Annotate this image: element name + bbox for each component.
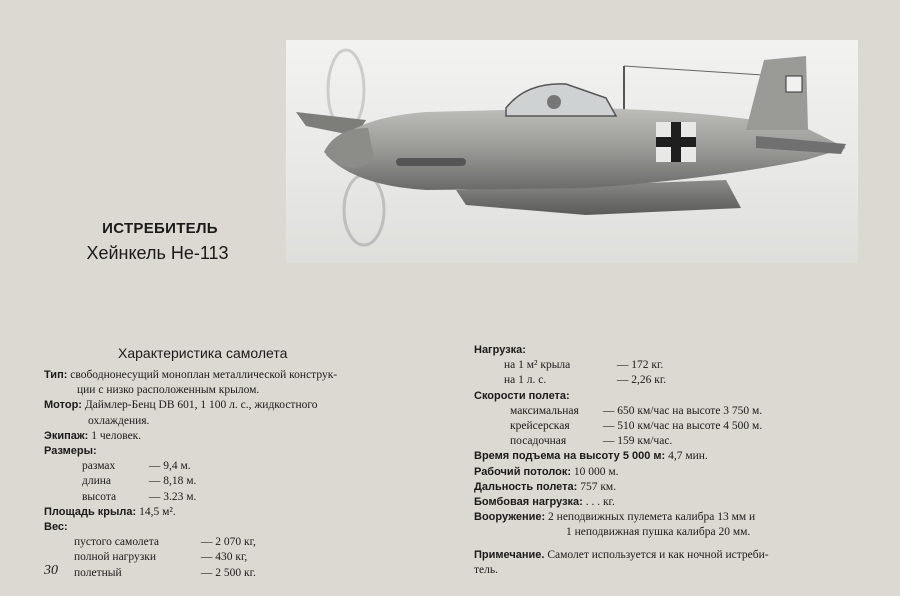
weight-row	[44, 535, 444, 550]
weight-row	[44, 550, 444, 565]
note-text-1: Самолет используется и как ночной истреби-	[547, 548, 769, 561]
motor-row	[44, 398, 444, 413]
wing-area-row	[44, 505, 444, 520]
ceiling-label: Рабочий потолок:	[474, 465, 572, 478]
weight-value: — 430 кг,	[200, 551, 248, 564]
range-value: 757 км.	[580, 480, 617, 493]
dimension-name: высота	[82, 490, 117, 503]
speed-name: посадочная	[510, 435, 567, 448]
load-row	[474, 358, 884, 373]
dimension-row	[44, 490, 444, 505]
dimensions-label: Размеры:	[44, 445, 97, 458]
speeds-label: Скорости полета:	[474, 389, 570, 402]
range-row	[474, 480, 884, 495]
weight-row	[44, 566, 444, 581]
armament-text-2: 1 неподвижная пушка калибра 20 мм.	[566, 526, 751, 539]
armament-row	[474, 510, 884, 525]
dimension-value: — 8,18 м.	[148, 475, 197, 488]
speed-row	[474, 419, 884, 434]
range-label: Дальность полета:	[474, 480, 578, 493]
speed-row	[474, 434, 884, 449]
crew-value: 1 человек.	[91, 429, 142, 442]
motor-text-1: Даймлер-Бенц DB 601, 1 100 л. с., жидкостного	[84, 399, 318, 412]
type-text-2: ции с низко расположенным крылом.	[77, 384, 260, 397]
type-text-1: свободнонесущий моноплан металлической конструк-	[70, 369, 338, 381]
speed-value: — 510 км/час на высоте 4 500 м.	[602, 420, 763, 433]
dimension-row	[44, 474, 444, 489]
type-row	[44, 368, 444, 383]
note-text-2: тель.	[474, 563, 498, 576]
ceiling-value: 10 000 м.	[573, 465, 619, 478]
heading-type: ИСТРЕБИТЕЛЬ	[102, 220, 218, 237]
dimension-value: — 3.23 м.	[148, 490, 197, 503]
weight-name: полной нагрузки	[74, 551, 157, 564]
bomb-label: Бомбовая нагрузка:	[474, 496, 583, 509]
speed-value: — 650 км/час на высоте 3 750 м.	[602, 404, 763, 417]
weight-value: — 2 070 кг,	[200, 536, 256, 549]
crew-label: Экипаж:	[44, 429, 89, 442]
weight-label: Вес:	[44, 521, 68, 534]
wing-area-label: Площадь крыла:	[44, 505, 137, 518]
wing-area-value: 14,5 м².	[139, 505, 176, 518]
weight-value: — 2 500 кг.	[200, 566, 256, 579]
motor-label: Мотор:	[44, 399, 82, 412]
load-value: — 2,26 кг.	[616, 374, 667, 387]
speed-row	[474, 404, 884, 419]
speed-name: крейсерская	[510, 420, 570, 433]
aircraft-photo	[286, 40, 858, 263]
bomb-row	[474, 495, 884, 510]
heading-name: Хейнкель Не-113	[86, 243, 229, 263]
page-number: 30	[44, 563, 58, 578]
weight-name: пустого самолета	[74, 536, 160, 549]
ceiling-row	[474, 465, 884, 480]
armament-label: Вооружение:	[474, 511, 546, 524]
load-value: — 172 кг.	[616, 359, 664, 372]
load-name: на 1 л. с.	[504, 374, 547, 387]
armament-text-1: 2 неподвижных пулемета калибра 13 мм и	[548, 511, 756, 524]
specs-right-column	[474, 343, 884, 578]
aircraft-illustration	[286, 40, 858, 263]
load-label: Нагрузка:	[474, 344, 526, 356]
speed-name: максимальная	[510, 404, 579, 417]
speed-value: — 159 км/час.	[602, 435, 673, 448]
specs-left-column	[44, 368, 444, 581]
dimension-row	[44, 459, 444, 474]
dimension-value: — 9,4 м.	[148, 460, 191, 473]
type-label: Тип:	[44, 369, 68, 381]
load-row	[474, 373, 884, 388]
climb-label: Время подъема на высоту 5 000 м:	[474, 450, 666, 463]
dimension-name: длина	[82, 475, 112, 488]
dimension-name: размах	[82, 460, 116, 473]
section-title: Характеристика самолета	[118, 345, 288, 361]
note-row	[474, 548, 884, 563]
weight-name: полетный	[74, 566, 122, 579]
climb-row	[474, 449, 884, 464]
load-name: на 1 м² крыла	[504, 359, 571, 372]
note-label: Примечание.	[474, 548, 545, 561]
crew-row	[44, 429, 444, 444]
motor-text-2: охлаждения.	[88, 414, 150, 427]
climb-value: 4,7 мин.	[668, 450, 708, 463]
bomb-value: . . . кг.	[585, 496, 615, 509]
